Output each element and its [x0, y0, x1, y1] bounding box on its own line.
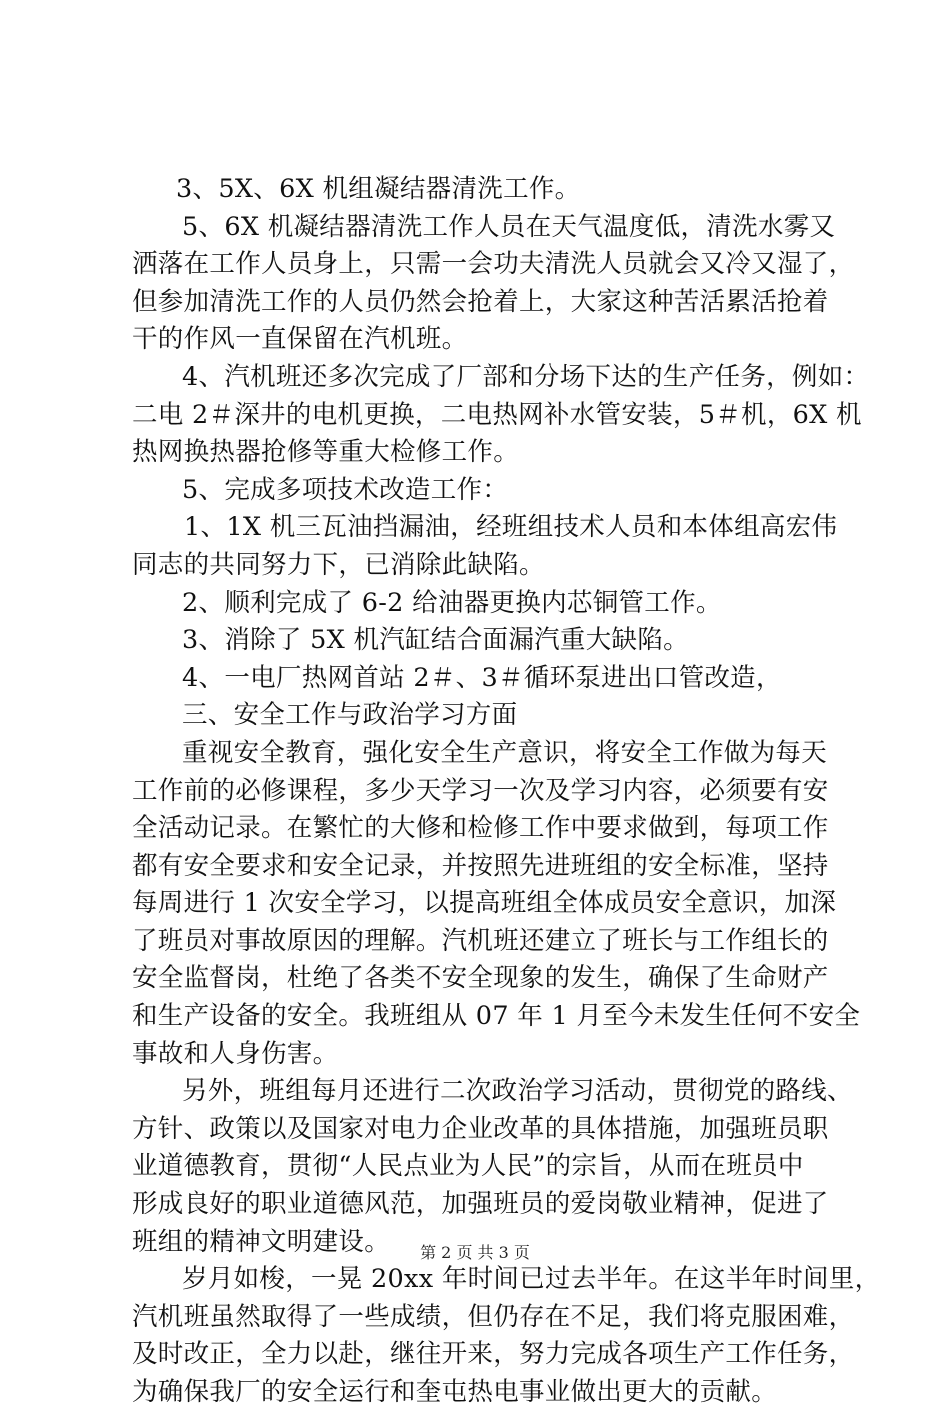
sub-item-4: 4、一电厂热网首站 2＃、3＃循环泵进出口管改造， [182, 662, 782, 693]
item-heading-3: 3、5X、6X 机组凝结器清洗工作。 [176, 174, 581, 204]
paragraph-line: 洒落在工作人员身上，只需一会功夫清洗人员就会又冷又湿了， [132, 249, 855, 280]
paragraph-line: 了班员对事故原因的理解。汽机班还建立了班长与工作组长的 [132, 925, 829, 956]
paragraph-line: 5、6X 机凝结器清洗工作人员在天气温度低，清洗水雾又 [182, 211, 836, 242]
paragraph-line: 重视安全教育，强化安全生产意识，将安全工作做为每天 [182, 737, 828, 768]
sub-item-2: 2、顺利完成了 6-2 给油器更换内芯铜管工作。 [182, 587, 722, 618]
paragraph-line: 方针、政策以及国家对电力企业改革的具体措施，加强班员职 [132, 1113, 829, 1144]
paragraph-line: 工作前的必修课程，多少天学习一次及学习内容，必须要有安 [132, 775, 829, 806]
paragraph-line: 为确保我厂的安全运行和奎屯热电事业做出更大的贡献。 [132, 1377, 778, 1407]
paragraph-line: 事故和人身伤害。 [132, 1038, 339, 1069]
paragraph-line: 汽机班虽然取得了一些成绩，但仍存在不足，我们将克服困难， [132, 1301, 855, 1332]
section-heading-safety: 三、安全工作与政治学习方面 [182, 700, 518, 731]
paragraph-line: 热网换热器抢修等重大检修工作。 [132, 437, 520, 468]
paragraph-line: 干的作风一直保留在汽机班。 [132, 324, 468, 355]
paragraph-line: 每周进行 1 次安全学习，以提高班组全体成员安全意识，加深 [132, 888, 837, 919]
sub-item-3: 3、消除了 5X 机汽缸结合面漏汽重大缺陷。 [182, 625, 689, 656]
paragraph-line: 班组的精神文明建设。 [132, 1226, 391, 1257]
paragraph-line: 安全监督岗，杜绝了各类不安全现象的发生，确保了生命财产 [132, 963, 829, 994]
paragraph-line: 同志的共同努力下，已消除此缺陷。 [132, 549, 545, 580]
page-number-footer: 第 2 页 共 3 页 [420, 1243, 530, 1262]
paragraph-line: 另外，班组每月还进行二次政治学习活动，贯彻党的路线、 [182, 1076, 853, 1107]
paragraph-line: 业道德教育，贯彻“人民点业为人民”的宗旨，从而在班员中 [132, 1151, 804, 1182]
paragraph-line: 及时改正，全力以赴，继往开来，努力完成各项生产工作任务， [132, 1339, 855, 1370]
paragraph-line: 全活动记录。在繁忙的大修和检修工作中要求做到，每项工作 [132, 813, 829, 844]
paragraph-line: 但参加清洗工作的人员仍然会抢着上，大家这种苦活累活抢着 [132, 286, 829, 317]
paragraph-line: 二电 2＃深井的电机更换，二电热网补水管安装，5＃机，6X 机 [132, 399, 862, 430]
sub-item-1: 1、1X 机三瓦油挡漏油，经班组技术人员和本体组高宏伟 [184, 512, 838, 543]
document-body [132, 171, 881, 1412]
item-heading-4: 4、汽机班还多次完成了厂部和分场下达的生产任务，例如： [182, 361, 870, 392]
item-heading-5: 5、完成多项技术改造工作： [182, 474, 509, 505]
paragraph-line: 岁月如梭，一晃 20xx 年时间已过去半年。在这半年时间里， [182, 1264, 881, 1295]
paragraph-line: 形成良好的职业道德风范，加强班员的爱岗敬业精神，促进了 [132, 1189, 829, 1220]
paragraph-line: 和生产设备的安全。我班组从 07 年 1 月至今未发生任何不安全 [132, 1001, 861, 1032]
paragraph-line: 都有安全要求和安全记录，并按照先进班组的安全标准，坚持 [132, 850, 829, 881]
